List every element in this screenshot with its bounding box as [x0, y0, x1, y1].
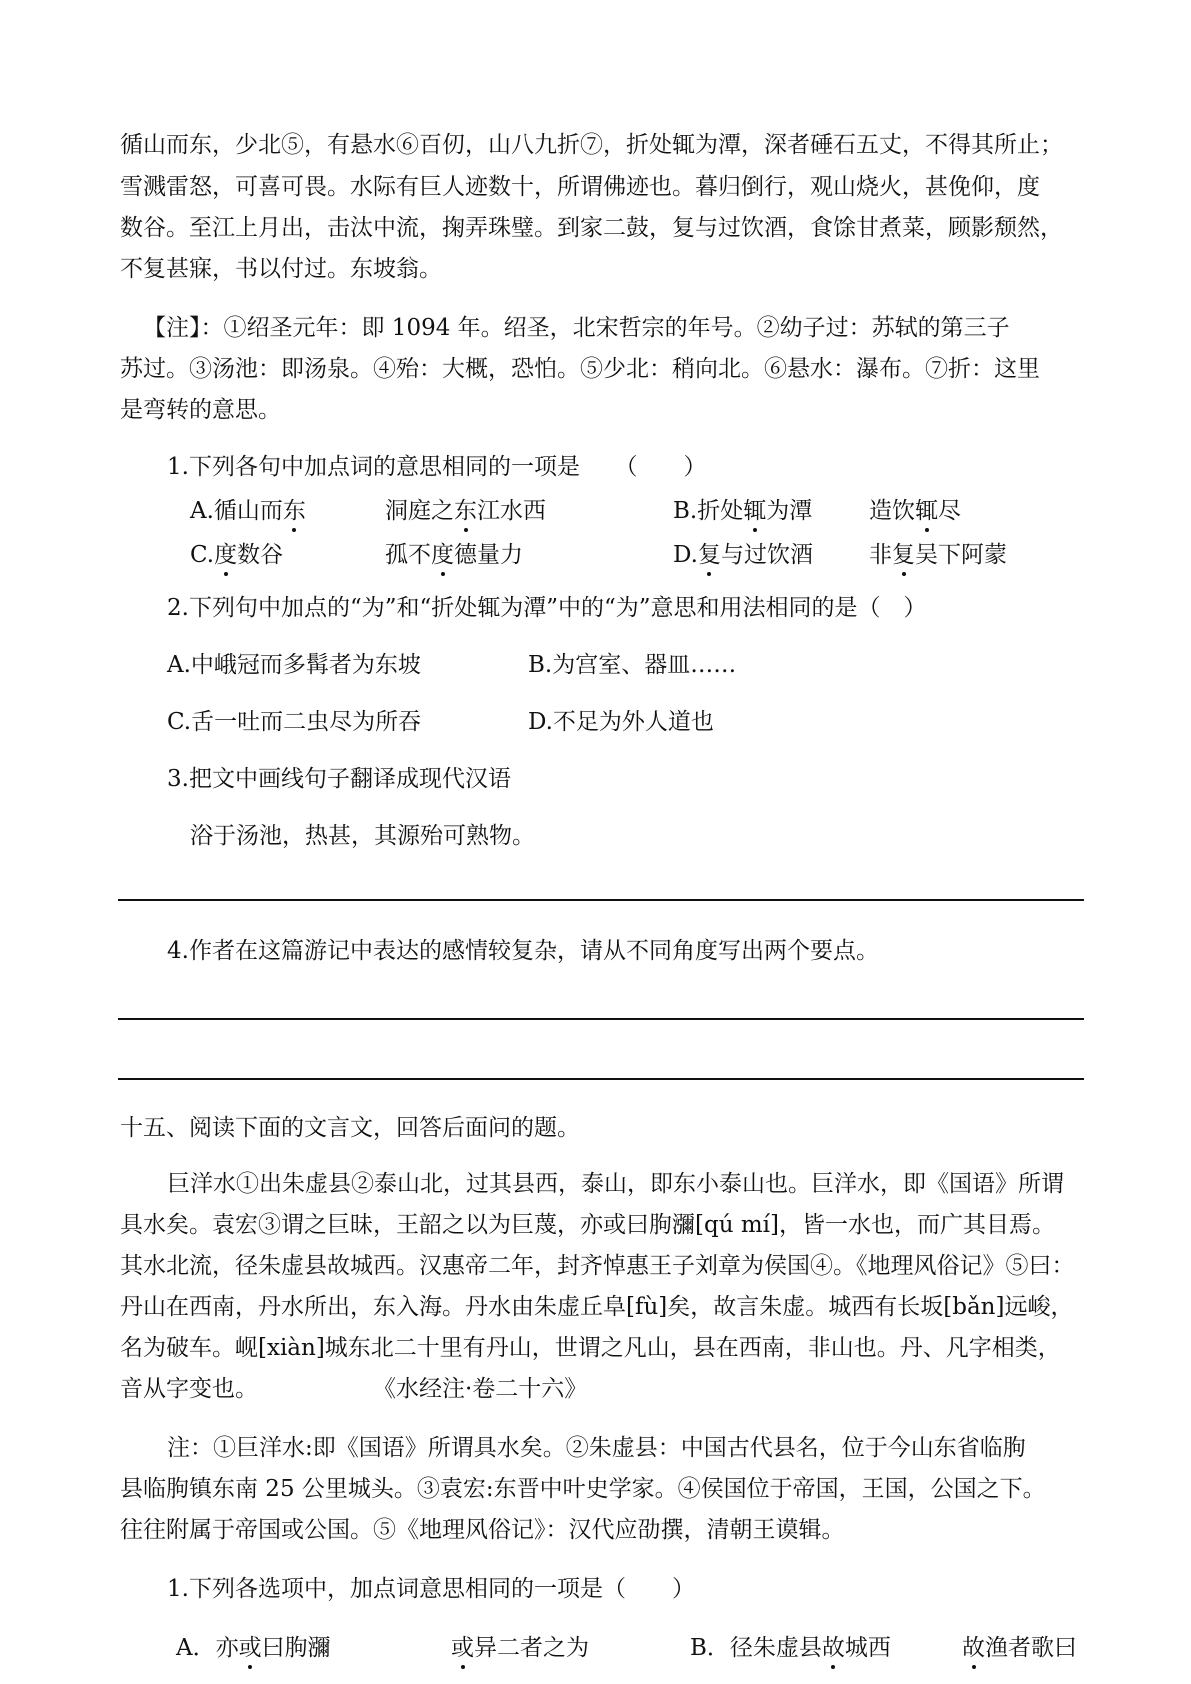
option-c: C.舌一吐而二虫尽为所吞: [167, 709, 422, 735]
option-text: 非: [869, 542, 892, 568]
translation-sentence: 浴于汤池，热甚，其源殆可熟物。: [190, 823, 535, 849]
option-text: 孤不: [385, 542, 431, 568]
option-d: D.不足为外人道也: [528, 709, 714, 735]
dotted-word: 故: [962, 1635, 985, 1661]
option-text: B.折处: [673, 498, 744, 524]
option-text: 数谷: [237, 542, 284, 568]
option-a-1: [176, 1633, 331, 1663]
option-text: 曰朐瀰: [261, 1635, 331, 1661]
dotted-word: 复: [892, 542, 915, 568]
option-text: 渔者歌曰: [985, 1635, 1077, 1661]
note-line: 注：①巨洋水:即《国语》所谓具水矣。②朱虚县：中国古代县名，位于今山东省临朐: [167, 1435, 1026, 1461]
question-stem: 4.作者在这篇游记中表达的感情较复杂，请从不同角度写出两个要点。: [167, 938, 879, 964]
passage-2-line: 具水矣。袁宏③谓之巨昧，王韶之以为巨蔑，亦或曰朐瀰[qú mí]，皆一水也，而广其目焉。: [120, 1212, 1055, 1238]
option-text: 与过饮酒: [720, 542, 813, 568]
dotted-word: 辄: [915, 498, 938, 524]
option-text: A.循山而: [190, 498, 283, 524]
note-line: 【注】：①绍圣元年：即 1094 年。绍圣，北宋哲宗的年号。②幼子过：苏轼的第三子: [143, 315, 1010, 341]
question-stem: 1.下列各选项中，加点词意思相同的一项是（ ）: [167, 1576, 695, 1602]
option-a: A.中峨冠而多髯者为东坡: [167, 652, 421, 678]
question-stem: 2.下列句中加点的“为”和“折处辄为潭”中的“为”意思和用法相同的是（ ）: [167, 595, 927, 621]
option-d-1: [673, 540, 813, 570]
option-text: 异二者之为: [474, 1635, 589, 1661]
dotted-word: 或: [451, 1635, 474, 1661]
option-text: 洞庭之: [385, 498, 454, 524]
note-line: 往往附属于帝国或公国。⑤《地理风俗记》：汉代应劭撰，清朝王谟辑。: [120, 1517, 845, 1543]
option-text: 造饮: [869, 498, 915, 524]
passage-2-line: 丹山在西南，丹水所出，东入海。丹水由朱虚丘阜[fù]矣，故言朱虚。城西有长坂[bǎn]远峻，: [120, 1294, 1074, 1320]
passage-2-line: 音从字变也。 《水经注·卷二十六》: [120, 1376, 588, 1402]
option-text: C.: [190, 542, 215, 568]
section-heading: 十五、阅读下面的文言文，回答后面问的题。: [120, 1115, 580, 1141]
passage-1-line: 不复甚寐，书以付过。东坡翁。: [120, 256, 442, 282]
option-b: B.为宫室、器皿……: [528, 652, 737, 678]
option-b-1: [690, 1633, 891, 1663]
option-c-1: [190, 540, 283, 570]
question-stem: 1.下列各句中加点词的意思相同的一项是 （ ）: [167, 454, 707, 480]
option-d-2: [869, 540, 1007, 570]
dotted-word: 故: [821, 1635, 845, 1661]
note-line: 苏过。③汤池：即汤泉。④殆：大概，恐怕。⑤少北：稍向北。⑥悬水：瀑布。⑦折：这里: [120, 356, 1040, 382]
dotted-word: 辄: [743, 498, 767, 524]
option-a-2: [451, 1633, 589, 1663]
passage-1-line: 雪溅雷怒，可喜可畏。水际有巨人迹数十，所谓佛迹也。暮归倒行，观山烧火，甚俛仰，度: [120, 174, 1040, 200]
option-text: 江水西: [477, 498, 546, 524]
answer-line: [118, 1078, 1084, 1080]
note-line: 县临朐镇东南 25 公里城头。③袁宏:东晋中叶史学家。④侯国位于帝国，王国，公国之下。: [120, 1476, 1046, 1502]
option-text: B．径朱虚县: [690, 1635, 822, 1661]
option-b-2: [962, 1633, 1077, 1663]
option-a-1: [190, 496, 306, 526]
dotted-word: 复: [697, 542, 721, 568]
dotted-word: 或: [238, 1635, 262, 1661]
option-b-1: [673, 496, 812, 526]
option-text: 德量力: [454, 542, 523, 568]
option-text: 为潭: [766, 498, 813, 524]
dotted-word: 东: [454, 498, 477, 524]
option-text: 尽: [938, 498, 961, 524]
answer-line: [118, 1018, 1084, 1020]
passage-2-line: 名为破车。岘[xiàn]城东北二十里有丹山，世谓之凡山，县在西南，非山也。丹、凡字相类，: [120, 1335, 1061, 1361]
dotted-word: 度: [214, 542, 238, 568]
question-stem: 3.把文中画线句子翻译成现代汉语: [167, 766, 511, 792]
option-b-2: [869, 496, 961, 526]
passage-1-line: 循山而东，少北⑤，有悬水⑥百仞，山八九折⑦，折处辄为潭，深者硾石五丈，不得其所止；: [120, 132, 1063, 158]
dotted-word: 度: [431, 542, 454, 568]
option-a-2: [385, 496, 546, 526]
dotted-word: 东: [282, 498, 306, 524]
option-text: A．亦: [176, 1635, 239, 1661]
option-text: D.: [673, 542, 698, 568]
option-text: 吴下阿蒙: [915, 542, 1007, 568]
passage-2-line: 巨洋水①出朱虚县②泰山北，过其县西，泰山，即东小泰山也。巨洋水，即《国语》所谓: [167, 1171, 1064, 1197]
passage-2-line: 其水北流，径朱虚县故城西。汉惠帝二年，封齐悼惠王子刘章为侯国④。《地理风俗记》⑤曰：: [120, 1253, 1075, 1279]
answer-line: [118, 899, 1084, 901]
passage-1-line: 数谷。至江上月出，击汰中流，掬弄珠璧。到家二鼓，复与过饮酒，食馀甘煮菜，顾影颓然，: [120, 215, 1063, 241]
note-line: 是弯转的意思。: [120, 397, 281, 423]
option-text: 城西: [844, 1635, 891, 1661]
option-c-2: [385, 540, 523, 570]
